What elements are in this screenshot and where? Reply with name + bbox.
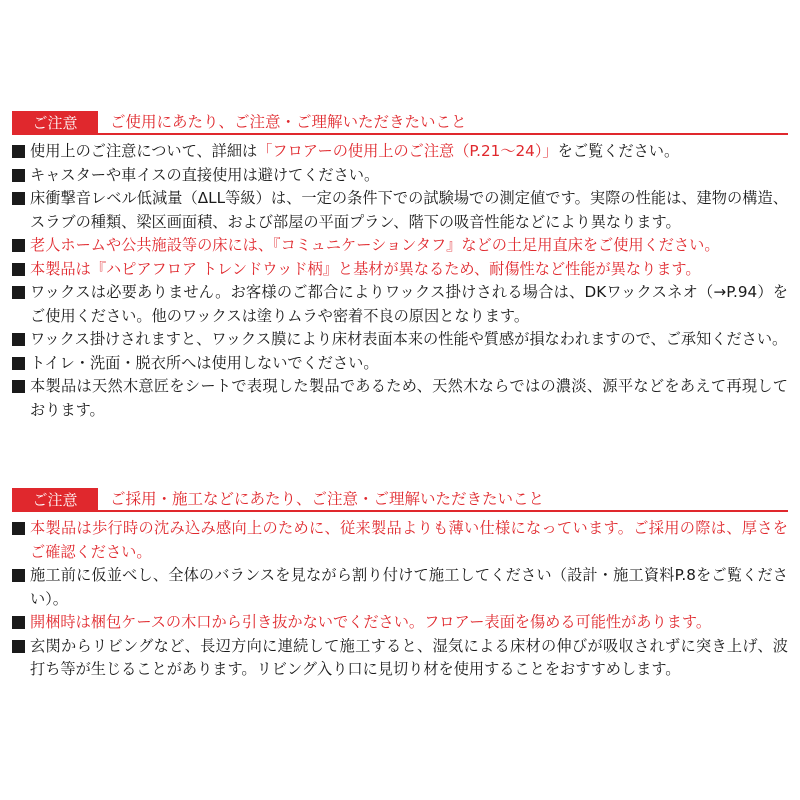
- caution-item-emphasis: [12, 234, 788, 258]
- square-bullet-icon: [12, 286, 25, 299]
- caution-badge: ご注意: [12, 111, 98, 135]
- caution-item: [12, 352, 788, 376]
- item-highlight: 「フロアーの使用上のご注意（P.21〜24）」: [257, 142, 558, 160]
- item-text: ワックス掛けされますと、ワックス膜により床材表面本来の性能や質感が損なわれますので、ご承知ください。: [30, 330, 788, 348]
- item-text: ワックスは必要ありません。お客様のご都合によりワックス掛けされる場合は、DKワックスネオ（→P.94）をご使用ください。他のワックスは塗りムラや密着不良の原因となります。: [30, 283, 788, 325]
- caution-item-emphasis: [12, 517, 788, 564]
- item-text: 玄関からリビングなど、長辺方向に連続して施工すると、湿気による床材の伸びが吸収されずに突き上げ、波打ち等が生じることがあります。リビング入り口に見切り材を使用することをおすすめします。: [30, 636, 788, 678]
- square-bullet-icon: [12, 263, 25, 276]
- section-header: [12, 111, 788, 135]
- square-bullet-icon: [12, 169, 25, 182]
- header-divider: [12, 510, 788, 512]
- caution-item-emphasis: [12, 611, 788, 635]
- installation-caution-section: [12, 488, 788, 682]
- square-bullet-icon: [12, 380, 25, 393]
- item-text: 本製品は『ハピアフロア トレンドウッド柄』と基材が異なるため、耐傷性など性能が異なります。: [30, 259, 701, 278]
- caution-item: [12, 564, 788, 611]
- header-divider: [12, 133, 788, 135]
- square-bullet-icon: [12, 616, 25, 629]
- caution-item: [12, 375, 788, 422]
- caution-badge: ご注意: [12, 488, 98, 512]
- square-bullet-icon: [12, 192, 25, 205]
- square-bullet-icon: [12, 357, 25, 370]
- caution-item: [12, 140, 788, 164]
- square-bullet-icon: [12, 239, 25, 252]
- item-text: キャスターや車イスの直接使用は避けてください。: [30, 165, 380, 184]
- item-text: 床衝撃音レベル低減量（ΔLL等級）は、一定の条件下での試験場での測定値です。実際の性能は、建物の構造、スラブの種類、梁区画面積、および部屋の平面プラン、階下の吸音性能などにより異なります。: [30, 189, 788, 231]
- caution-item: [12, 635, 788, 682]
- square-bullet-icon: [12, 640, 25, 653]
- item-text: 本製品は天然木意匠をシートで表現した製品であるため、天然木ならではの濃淡、源平などをあえて再現しております。: [30, 377, 788, 419]
- square-bullet-icon: [12, 333, 25, 346]
- item-text: トイレ・洗面・脱衣所へは使用しないでください。: [30, 353, 379, 372]
- item-text-end: をご覧ください。: [557, 142, 680, 160]
- item-text: 開梱時は梱包ケースの木口から引き抜かないでください。フロアー表面を傷める可能性があります。: [30, 613, 712, 631]
- square-bullet-icon: [12, 569, 25, 582]
- section-header: [12, 488, 788, 512]
- caution-item-emphasis: [12, 258, 788, 282]
- item-text: 施工前に仮並べし、全体のバランスを見ながら割り付けて施工してください（設計・施工資料P.8をご覧ください）。: [30, 566, 788, 608]
- square-bullet-icon: [12, 145, 25, 158]
- caution-item: [12, 164, 788, 188]
- caution-item: [12, 281, 788, 328]
- caution-item: [12, 328, 788, 352]
- usage-caution-section: [12, 111, 788, 422]
- item-text: 本製品は歩行時の沈み込み感向上のために、従来製品よりも薄い仕様になっています。ご採用の際は、厚さをご確認ください。: [30, 519, 788, 561]
- section-title: ご使用にあたり、ご注意・ご理解いただきたいこと: [110, 113, 467, 131]
- item-text: 使用上のご注意について、詳細は: [30, 142, 258, 160]
- caution-item: [12, 187, 788, 234]
- item-text: 老人ホームや公共施設等の床には、『コミュニケーションタフ』などの土足用直床をご使用ください。: [30, 236, 720, 254]
- square-bullet-icon: [12, 522, 25, 535]
- section-title: ご採用・施工などにあたり、ご注意・ご理解いただきたいこと: [110, 490, 545, 508]
